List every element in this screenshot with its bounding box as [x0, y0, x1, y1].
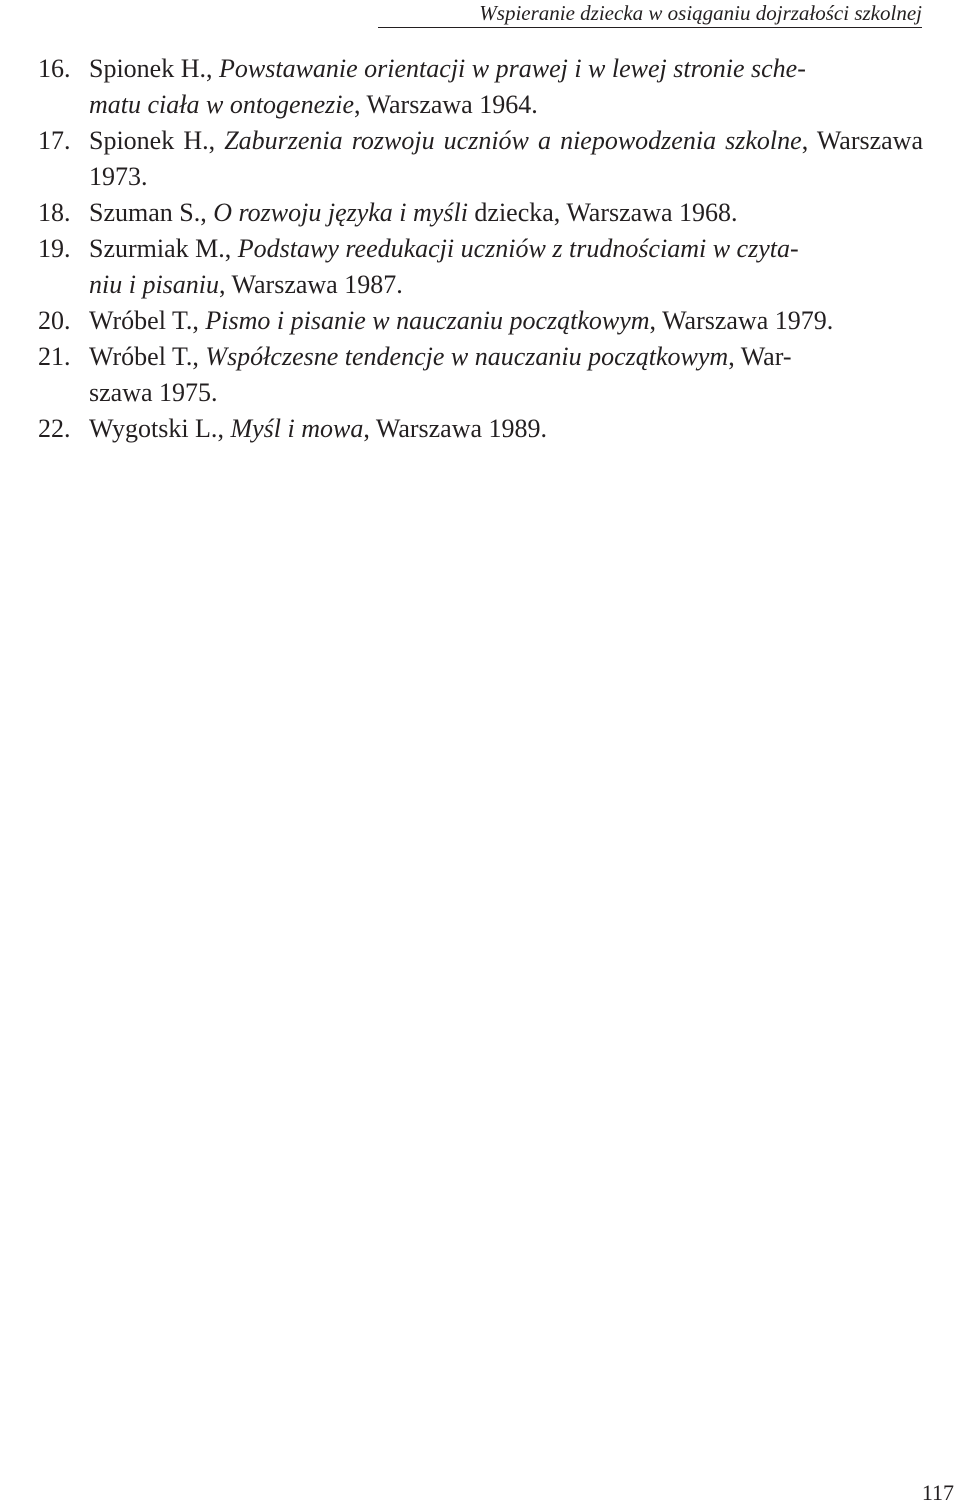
reference-title-continued: matu ciała w ontogenezie	[89, 90, 355, 119]
reference-number: 16.	[38, 54, 71, 83]
reference-number: 20.	[38, 306, 71, 335]
reference-title: Powstawanie orientacji w prawej i w lewej stronie sche-	[219, 54, 806, 83]
separator: ,	[200, 198, 214, 227]
reference-number: 19.	[38, 234, 71, 263]
reference-title: Podstawy reedukacji uczniów z trudnościami w czyta-	[237, 234, 799, 263]
reference-publisher: , Warszawa 1989.	[363, 414, 548, 443]
reference-number: 21.	[38, 342, 71, 371]
reference-author: Szuman S.	[89, 198, 201, 227]
reference-title-continued: niu i pisaniu	[89, 270, 220, 299]
reference-item	[0, 123, 960, 195]
reference-item	[0, 195, 960, 231]
reference-publisher: , Warszawa 1973.	[89, 126, 923, 191]
separator: ,	[192, 342, 206, 371]
reference-text	[89, 195, 923, 231]
reference-number: 17.	[38, 126, 71, 155]
reference-author: Wróbel T.	[89, 306, 193, 335]
reference-publisher: dziecka, Warszawa 1968.	[467, 198, 738, 227]
separator: ,	[206, 54, 219, 83]
separator: ,	[224, 234, 238, 263]
reference-publisher: , Warszawa 1964.	[354, 90, 538, 119]
reference-item	[0, 339, 960, 411]
reference-author: Spionek H.	[89, 54, 206, 83]
reference-title: Zaburzenia rozwoju uczniów a niepowodzenia szkolne	[224, 126, 802, 155]
reference-publisher: , Warszawa 1979.	[649, 306, 834, 335]
reference-author: Szurmiak M.	[89, 234, 225, 263]
reference-item	[0, 231, 960, 303]
reference-number: 22.	[38, 414, 71, 443]
reference-text	[89, 51, 923, 123]
reference-list	[0, 51, 960, 447]
reference-publisher: , War-	[728, 342, 792, 371]
reference-text	[89, 411, 923, 447]
reference-number: 18.	[38, 198, 71, 227]
separator: ,	[192, 306, 206, 335]
reference-author: Wróbel T.	[89, 342, 193, 371]
reference-item	[0, 411, 960, 447]
running-header: Wspieranie dziecka w osiąganiu dojrzałości szkolnej	[378, 0, 922, 28]
reference-author: Wygotski L.	[89, 414, 218, 443]
reference-item	[0, 51, 960, 123]
separator: ,	[208, 126, 225, 155]
reference-title: Pismo i pisanie w nauczaniu początkowym	[205, 306, 650, 335]
reference-text	[89, 303, 923, 339]
reference-author: Spionek H.	[89, 126, 209, 155]
reference-item	[0, 303, 960, 339]
reference-text	[89, 231, 923, 303]
separator: ,	[217, 414, 231, 443]
page-number: 117	[921, 1480, 954, 1505]
reference-publisher: , Warszawa 1987.	[219, 270, 403, 299]
reference-title: Myśl i mowa	[230, 414, 364, 443]
reference-text	[89, 123, 923, 195]
reference-title: Współczesne tendencje w nauczaniu początkowym	[205, 342, 729, 371]
reference-title: O rozwoju języka i myśli	[213, 198, 468, 227]
reference-publisher-continued: szawa 1975.	[89, 378, 218, 407]
reference-text	[89, 339, 923, 411]
